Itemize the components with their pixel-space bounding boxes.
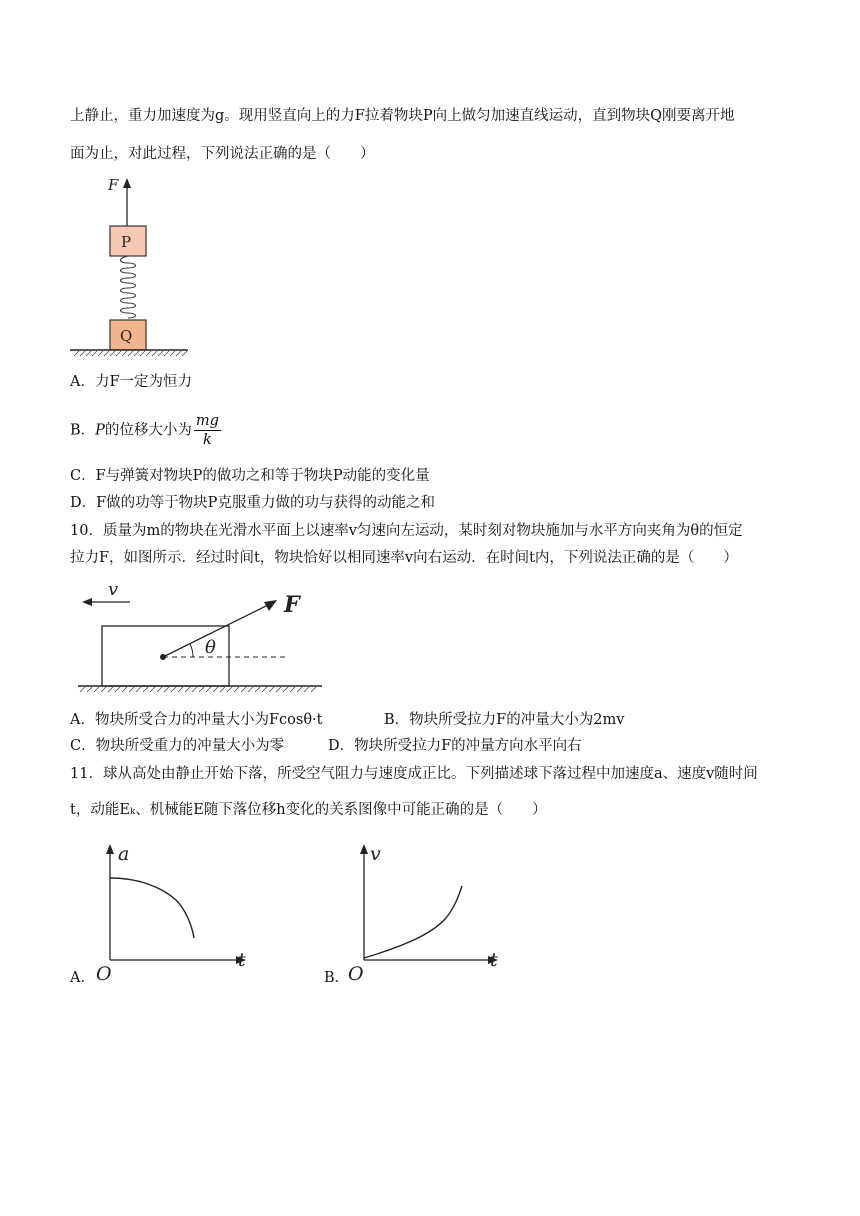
q10-option-c: C．物块所受重力的冲量大小为零 (70, 738, 285, 754)
fraction-denominator: k (203, 432, 212, 448)
graph-a-y-axis-label: a (118, 843, 130, 865)
q9-option-b-var: P (95, 422, 105, 439)
q10-force-label: F (284, 592, 300, 618)
graph-b-velocity-time (344, 838, 514, 988)
q11-stem-line-2: t，动能Eₖ、机械能E随下落位移h变化的关系图像中可能正确的是（ ） (70, 802, 547, 818)
q9-stem-line-1: 上静止，重力加速度为g。现用竖直向上的力F拉着物块P向上做匀加速直线运动，直到物块Q刚要离开地 (70, 108, 735, 124)
q9-force-label: F (108, 176, 119, 194)
graph-a-origin-label: O (96, 963, 112, 985)
block-p-label: P (121, 233, 132, 251)
block-force-figure (74, 582, 330, 698)
q9-option-b-prefix: B． (70, 422, 96, 439)
q9-option-b (70, 412, 221, 449)
graph-a-option-label: A． (70, 970, 95, 986)
graph-b-origin-label: O (348, 963, 364, 985)
q9-option-d: D．F做的功等于物块P克服重力做的功与获得的动能之和 (70, 495, 435, 511)
q10-option-d: D．物块所受拉力F的冲量方向水平向右 (328, 738, 582, 754)
q10-stem-line-1: 10．质量为m的物块在光滑水平面上以速率v匀速向左运动，某时刻对物块施加与水平方向夹角为θ的恒定 (70, 523, 743, 539)
graph-b-x-axis-label: t (490, 949, 498, 971)
q9-stem-line-2: 面为止，对此过程，下列说法正确的是（ ） (70, 146, 375, 162)
q10-velocity-label: v (108, 582, 119, 600)
graph-b-y-axis-label: v (370, 843, 381, 865)
q10-option-b: B．物块所受拉力F的冲量大小为2mv (384, 712, 625, 728)
graph-a-curve (110, 878, 194, 938)
fraction-numerator: mg (195, 413, 219, 429)
graph-b-option-label: B． (324, 970, 350, 986)
graph-b-curve (364, 886, 462, 958)
q9-option-c: C．F与弹簧对物块P的做功之和等于物块P动能的变化量 (70, 468, 430, 484)
spring-blocks-figure (66, 172, 196, 362)
graph-a-acceleration-time (92, 838, 262, 988)
q11-stem-line-1: 11．球从高处由静止开始下落，所受空气阻力与速度成正比。下列描述球下落过程中加速度a、速度v随时间 (70, 766, 758, 782)
spring (121, 256, 136, 318)
fraction-mg-over-k (194, 412, 221, 449)
q10-option-a: A．物块所受合力的冲量大小为Fcosθ·t (70, 712, 323, 728)
graph-a-x-axis-label: t (238, 949, 246, 971)
q9-option-b-text: 的位移大小为 (104, 422, 192, 439)
q10-stem-line-2: 拉力F，如图所示．经过时间t，物块恰好以相同速率v向右运动．在时间t内，下列说法正确的是（ ） (70, 550, 738, 566)
q9-option-a: A．力F一定为恒力 (70, 374, 193, 390)
block-q-label: Q (120, 327, 133, 345)
q10-angle-label: θ (205, 637, 216, 658)
